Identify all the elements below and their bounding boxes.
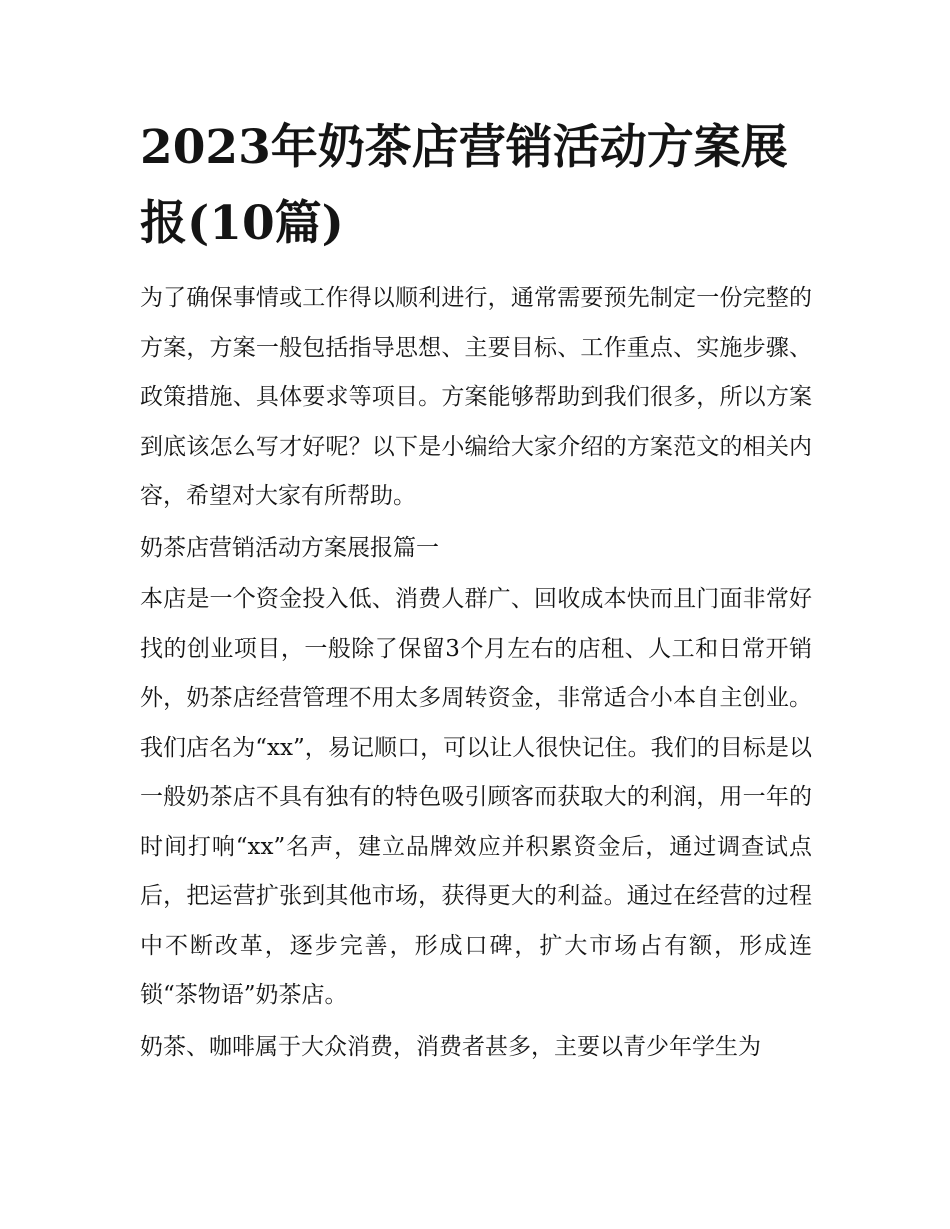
section-heading: 奶茶店营销活动方案展报篇一	[140, 534, 439, 561]
body-paragraph-continued: 奶茶、咖啡属于大众消费，消费者甚多，主要以青少年学生为	[140, 1033, 761, 1060]
document-page	[140, 110, 812, 1072]
intro-paragraph: 为了确保事情或工作得以顺利进行，通常需要预先制定一份完整的方案，方案一般包括指导思想、主要目标、工作重点、实施步骤、政策措施、具体要求等项目。方案能够帮助到我们很多，所以方案到底该怎么写才好呢？以下是小编给大家介绍的方案范文的相关内容，希望对大家有所帮助。	[140, 285, 812, 509]
document-title: 2023年奶茶店营销活动方案展报(10篇)	[140, 120, 788, 251]
body-paragraph: 本店是一个资金投入低、消费人群广、回收成本快而且门面非常好找的创业项目，一般除了保留3个月左右的店租、人工和日常开销外，奶茶店经营管理不用太多周转资金，非常适合小本自主创业。我们店名为“xx”，易记顺口，可以让人很快记住。我们的目标是以一般奶茶店不具有独有的特色吸引顾客而获取大的利润，用一年的时间打响“xx”名声，建立品牌效应并积累资金后，通过调查试点后，把运营扩张到其他市场，获得更大的利益。通过在经营的过程中不断改革，逐步完善，形成口碑，扩大市场占有额，形成连锁“茶物语”奶茶店。	[140, 586, 812, 1008]
